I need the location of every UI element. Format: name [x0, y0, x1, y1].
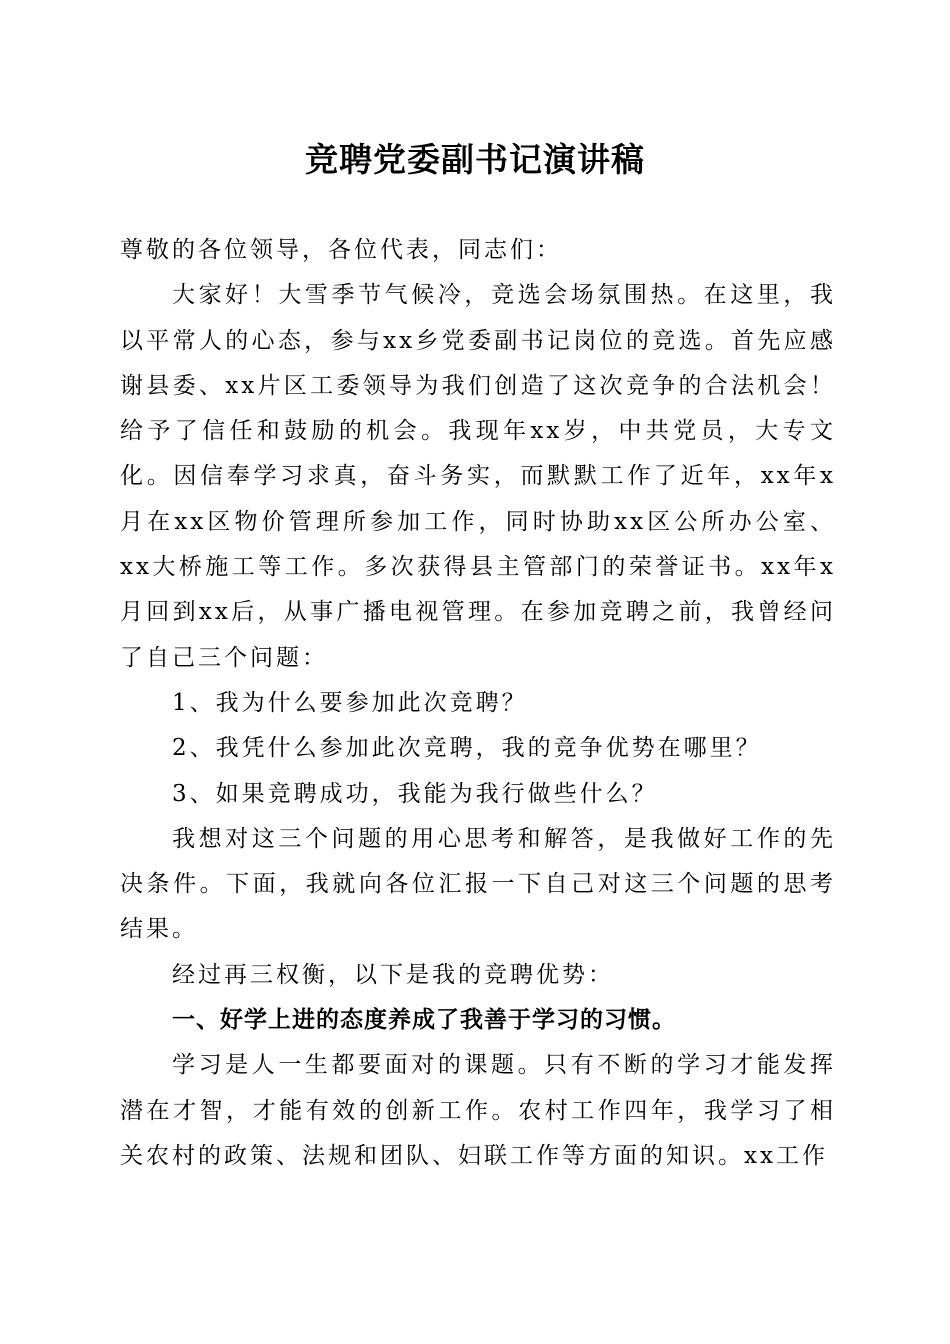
page-title: 竞聘党委副书记演讲稿	[305, 140, 645, 179]
question-item-2: 2、我凭什么参加此次竞聘，我的竞争优势在哪里？	[172, 735, 762, 762]
question-item-3: 3、如果竞聘成功，我能为我行做些什么？	[172, 780, 658, 807]
learning-paragraph: 学习是人一生都要面对的课题。只有不断的学习才能发挥潜在才智，才能有效的创新工作。农村工作四年，我学习了相关农村的政策、法规和团队、妇联工作等方面的知识。xx工作	[120, 1052, 836, 1169]
section-heading-1: 一、好学上进的态度养成了我善于学习的习惯。	[172, 1007, 676, 1034]
salutation: 尊敬的各位领导，各位代表，同志们：	[120, 237, 562, 263]
question-item-1: 1、我为什么要参加此次竞聘？	[172, 689, 528, 716]
intro-paragraph: 大家好！大雪季节气候冷，竞选会场氛围热。在这里，我以平常人的心态，参与xx乡党委副书记岗位的竞选。首先应感谢县委、xx片区工委领导为我们创造了这次竞争的合法机会！给予了信任和鼓励的机会。我现年xx岁，中共党员，大专文化。因信奉学习求真，奋斗务实，而默默工作了近年，xx年x月在xx区物价管理所参加工作，同时协助xx区公所办公室、xx大桥施工等工作。多次获得县主管部门的荣誉证书。xx年x月回到xx后，从事广播电视管理。在参加竞聘之前，我曾经问了自己三个问题：	[120, 282, 836, 671]
advantages-intro: 经过再三权衡，以下是我的竞聘优势：	[172, 961, 614, 988]
reflection-paragraph: 我想对这三个问题的用心思考和解答，是我做好工作的先决条件。下面，我就向各位汇报一下自己对这三个问题的思考结果。	[120, 825, 836, 943]
document-body	[120, 228, 836, 1179]
